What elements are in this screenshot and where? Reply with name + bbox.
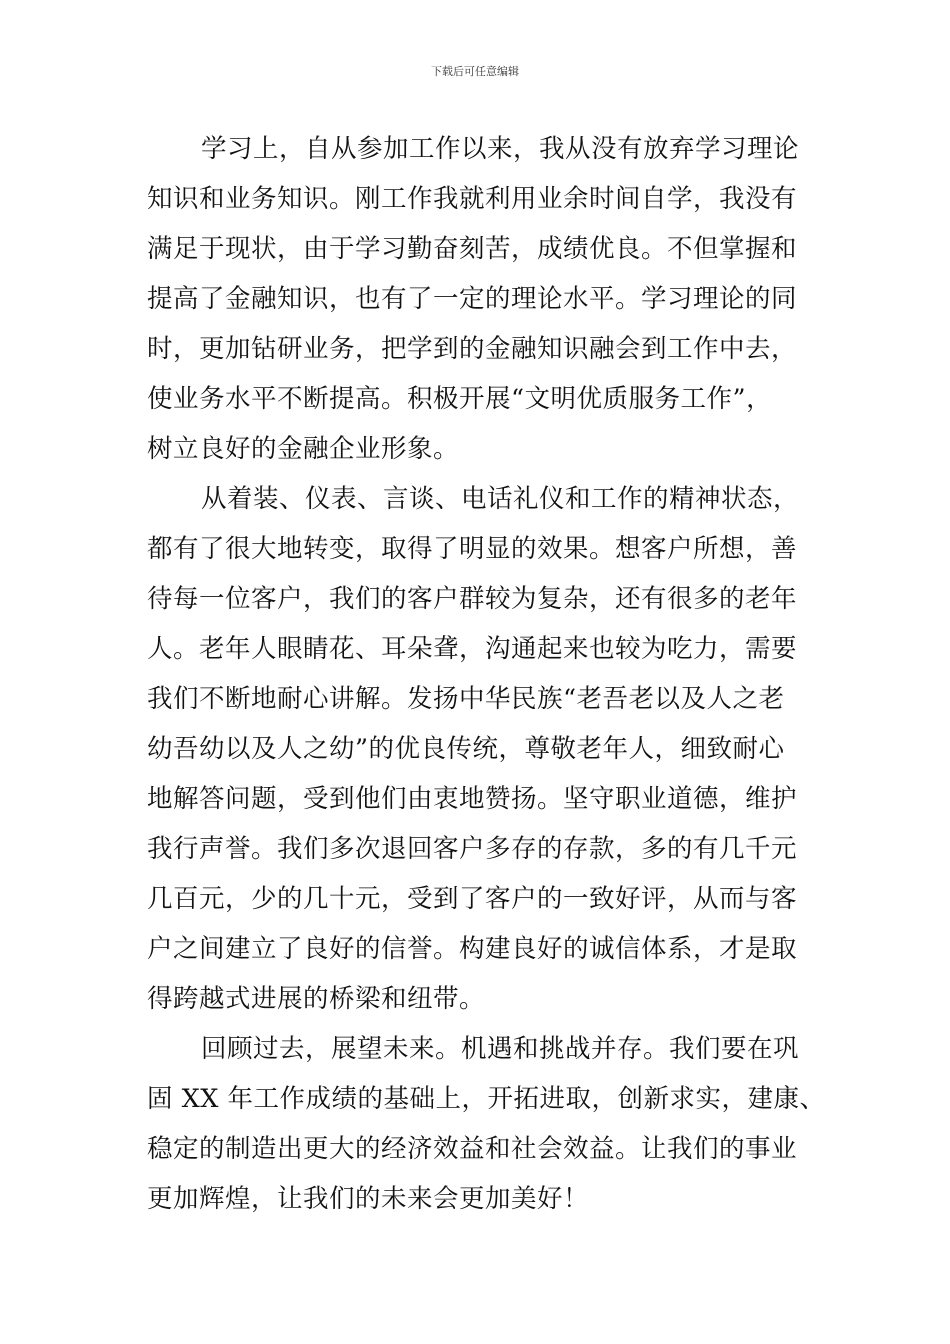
- text-line: 树立良好的金融企业形象。: [147, 434, 460, 464]
- text-line: 时，更加钻研业务，把学到的金融知识融会到工作中去，: [147, 334, 798, 364]
- text-line: 回顾过去，展望未来。机遇和挑战并存。我们要在巩: [201, 1034, 800, 1064]
- text-line: 都有了很大地转变，取得了明显的效果。想客户所想，善: [147, 534, 798, 564]
- document-body: [147, 124, 826, 1224]
- text-line: 户之间建立了良好的信誉。构建良好的诚信体系，才是取: [147, 934, 798, 964]
- text-line: 提高了金融知识，也有了一定的理论水平。学习理论的同: [147, 284, 798, 314]
- text-line: 满足于现状，由于学习勤奋刻苦，成绩优良。不但掌握和: [147, 234, 798, 264]
- text-line: 使业务水平不断提高。积极开展“文明优质服务工作”，: [147, 384, 773, 414]
- paragraph-study: [147, 124, 807, 474]
- page-header: 下载后可任意编辑: [431, 65, 519, 78]
- text-line: 我行声誉。我们多次退回客户多存的存款，多的有几千元: [147, 834, 798, 864]
- text-line: 学习上，自从参加工作以来，我从没有放弃学习理论: [201, 134, 800, 164]
- paragraph-service: [147, 474, 807, 1024]
- text-line: 稳定的制造出更大的经济效益和社会效益。让我们的事业: [147, 1134, 798, 1164]
- text-line: 人。老年人眼睛花、耳朵聋，沟通起来也较为吃力，需要: [147, 634, 798, 664]
- text-line: 从着装、仪表、言谈、电话礼仪和工作的精神状态，: [201, 484, 800, 514]
- text-line: 我们不断地耐心讲解。发扬中华民族“老吾老以及人之老: [147, 684, 785, 714]
- text-line: 知识和业务知识。刚工作我就利用业余时间自学，我没有: [147, 184, 798, 214]
- paragraph-outlook: [147, 1024, 826, 1224]
- text-line: 地解答问题，受到他们由衷地赞扬。坚守职业道德，维护: [147, 784, 798, 814]
- text-line: 待每一位客户，我们的客户群较为复杂，还有很多的老年: [147, 584, 798, 614]
- text-line: 幼吾幼以及人之幼”的优良传统，尊敬老年人，细致耐心: [147, 734, 785, 764]
- text-line: 得跨越式进展的桥梁和纽带。: [147, 984, 486, 1014]
- text-line: 几百元，少的几十元，受到了客户的一致好评，从而与客: [147, 884, 798, 914]
- text-line: 更加辉煌，让我们的未来会更加美好！: [147, 1184, 590, 1214]
- text-line: 固 XX 年工作成绩的基础上，开拓进取，创新求实，建康、: [147, 1084, 826, 1114]
